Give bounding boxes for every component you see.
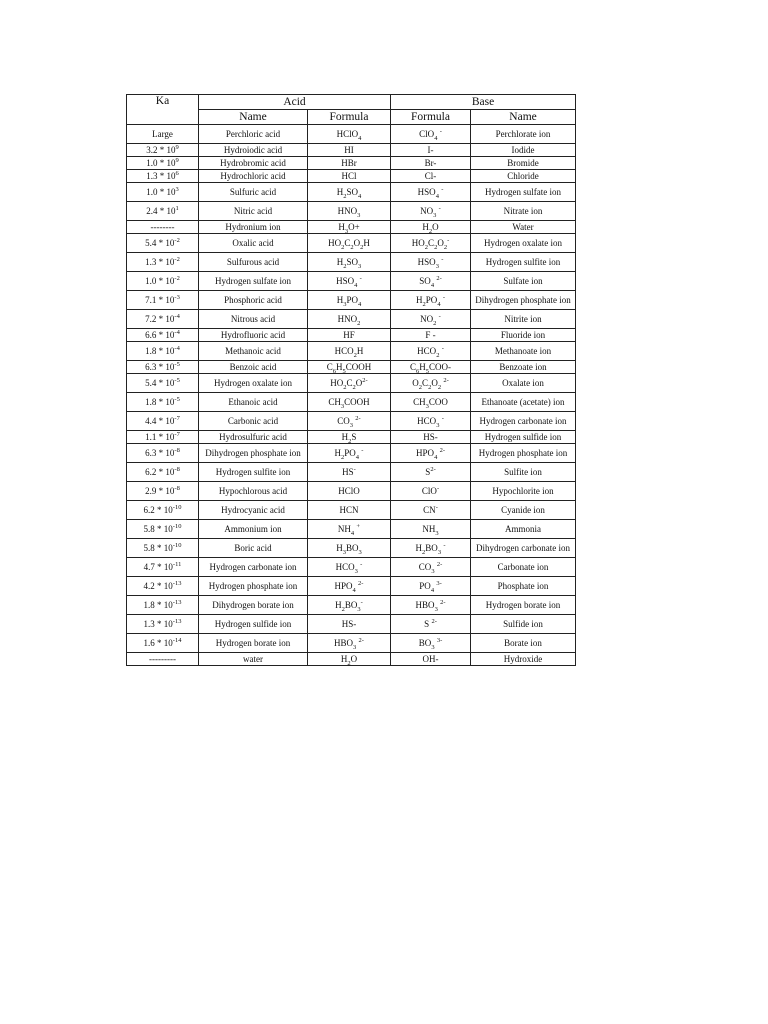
header-ka: Ka bbox=[127, 95, 199, 125]
ka-cell: $2.9 * 10^{-8}$ bbox=[127, 482, 199, 501]
base-formula-cell: F - bbox=[391, 329, 471, 342]
base-name-cell: Water bbox=[471, 221, 576, 234]
base-formula-cell: $NO_3$ - bbox=[391, 202, 471, 221]
acid-formula-cell: $NH_4$ + bbox=[308, 520, 391, 539]
ka-cell: $5.4 * 10^{-5}$ bbox=[127, 374, 199, 393]
base-formula-cell: I- bbox=[391, 144, 471, 157]
acid-formula-cell: $CH_3COOH$ bbox=[308, 393, 391, 412]
base-formula-cell: Br- bbox=[391, 157, 471, 170]
base-formula-cell: $HO_2C_2O_2^-$ bbox=[391, 234, 471, 253]
acid-name-cell: Benzoic acid bbox=[199, 361, 308, 374]
base-name-cell: Ethanoate (acetate) ion bbox=[471, 393, 576, 412]
base-name-cell: Dihydrogen phosphate ion bbox=[471, 291, 576, 310]
acid-name-cell: Carbonic acid bbox=[199, 412, 308, 431]
acid-formula-cell: HClO bbox=[308, 482, 391, 501]
base-formula-cell: $CH_3COO$ bbox=[391, 393, 471, 412]
base-formula-cell: $HBO_3$ $^{2-}$ bbox=[391, 596, 471, 615]
table-row bbox=[127, 234, 576, 253]
base-name-cell: Dihydrogen carbonate ion bbox=[471, 539, 576, 558]
ka-cell: $1.1 * 10^{-7}$ bbox=[127, 431, 199, 444]
acid-formula-cell: $H_2S$ bbox=[308, 431, 391, 444]
table-row bbox=[127, 310, 576, 329]
acid-formula-cell: $HBO_3$ $^{2-}$ bbox=[308, 634, 391, 653]
acid-name-cell: Hydrofluoric acid bbox=[199, 329, 308, 342]
ka-cell: $6.3 * 10^{-5}$ bbox=[127, 361, 199, 374]
table-row bbox=[127, 558, 576, 577]
base-formula-cell: ClO$_4$ - bbox=[391, 125, 471, 144]
ka-cell: $1.3 * 10^6$ bbox=[127, 170, 199, 183]
acid-formula-cell: HCl bbox=[308, 170, 391, 183]
acid-name-cell: Hydrogen borate ion bbox=[199, 634, 308, 653]
base-name-cell: Benzoate ion bbox=[471, 361, 576, 374]
ka-cell: $1.0 * 10^9$ bbox=[127, 157, 199, 170]
table-row bbox=[127, 291, 576, 310]
table-row bbox=[127, 431, 576, 444]
base-formula-cell: $O_2C_2O_2$ $^{2-}$ bbox=[391, 374, 471, 393]
header-base: Base bbox=[391, 95, 576, 110]
acid-name-cell: water bbox=[199, 653, 308, 666]
acid-name-cell: Hydrogen sulfate ion bbox=[199, 272, 308, 291]
base-name-cell: Ammonia bbox=[471, 520, 576, 539]
acid-formula-cell: $HPO_4$ $^{2-}$ bbox=[308, 577, 391, 596]
acid-name-cell: Hydrocyanic acid bbox=[199, 501, 308, 520]
base-formula-cell: $HCO_2$ - bbox=[391, 342, 471, 361]
acid-name-cell: Hydrochloric acid bbox=[199, 170, 308, 183]
base-formula-cell: S $^{2-}$ bbox=[391, 615, 471, 634]
base-name-cell: Fluoride ion bbox=[471, 329, 576, 342]
acid-formula-cell: $H_2PO_4$ - bbox=[308, 444, 391, 463]
base-formula-cell: ClO- bbox=[391, 482, 471, 501]
ka-cell: $6.2 * 10^{-8}$ bbox=[127, 463, 199, 482]
table-row bbox=[127, 183, 576, 202]
table-row bbox=[127, 374, 576, 393]
acid-name-cell: Nitric acid bbox=[199, 202, 308, 221]
acid-name-cell: Hydrogen carbonate ion bbox=[199, 558, 308, 577]
ka-cell: $1.3 * 10^{-2}$ bbox=[127, 253, 199, 272]
ka-cell: --------- bbox=[127, 653, 199, 666]
base-formula-cell: $SO_4$ $^{2-}$ bbox=[391, 272, 471, 291]
header-base-name: Name bbox=[471, 110, 576, 125]
base-formula-cell: $HSO_3$ - bbox=[391, 253, 471, 272]
table-row bbox=[127, 342, 576, 361]
acid-formula-cell: $H_2O$ bbox=[308, 653, 391, 666]
base-name-cell: Borate ion bbox=[471, 634, 576, 653]
base-formula-cell: $NO_2$ - bbox=[391, 310, 471, 329]
ka-cell: $1.0 * 10^3$ bbox=[127, 183, 199, 202]
ka-cell: $4.4 * 10^{-7}$ bbox=[127, 412, 199, 431]
base-formula-cell: CN- bbox=[391, 501, 471, 520]
ka-cell: $1.0 * 10^{-2}$ bbox=[127, 272, 199, 291]
base-formula-cell: $H_2O$ bbox=[391, 221, 471, 234]
ka-cell: $1.8 * 10^{-13}$ bbox=[127, 596, 199, 615]
ka-cell: $1.3 * 10^{-13}$ bbox=[127, 615, 199, 634]
ka-cell: $4.2 * 10^{-13}$ bbox=[127, 577, 199, 596]
header-acid-name: Name bbox=[199, 110, 308, 125]
acid-name-cell: Oxalic acid bbox=[199, 234, 308, 253]
base-formula-cell: Cl- bbox=[391, 170, 471, 183]
ka-cell: $7.2 * 10^{-4}$ bbox=[127, 310, 199, 329]
ka-cell: $5.8 * 10^{-10}$ bbox=[127, 520, 199, 539]
acid-name-cell: Hydrosulfuric acid bbox=[199, 431, 308, 444]
header-acid: Acid bbox=[199, 95, 391, 110]
header-row-top bbox=[127, 95, 576, 110]
base-name-cell: Hydrogen oxalate ion bbox=[471, 234, 576, 253]
base-formula-cell: $NH_3$ bbox=[391, 520, 471, 539]
base-name-cell: Sulfite ion bbox=[471, 463, 576, 482]
table-row bbox=[127, 361, 576, 374]
acid-formula-cell: HI bbox=[308, 144, 391, 157]
acid-formula-cell: $HO_2C_2O_2H$ bbox=[308, 234, 391, 253]
base-name-cell: Hydrogen phosphate ion bbox=[471, 444, 576, 463]
base-formula-cell: $HCO_3$ - bbox=[391, 412, 471, 431]
base-formula-cell: $BO_3$ $^{3-}$ bbox=[391, 634, 471, 653]
ka-cell: $6.6 * 10^{-4}$ bbox=[127, 329, 199, 342]
acid-formula-cell: $HCO_3$ - bbox=[308, 558, 391, 577]
table-row bbox=[127, 520, 576, 539]
acid-formula-cell: HCN bbox=[308, 501, 391, 520]
base-name-cell: Hydrogen sulfide ion bbox=[471, 431, 576, 444]
base-name-cell: Hydrogen borate ion bbox=[471, 596, 576, 615]
acid-name-cell: Perchloric acid bbox=[199, 125, 308, 144]
ka-cell: Large bbox=[127, 125, 199, 144]
base-formula-cell: $HSO_4$ - bbox=[391, 183, 471, 202]
acid-formula-cell: $H_3BO_3$ bbox=[308, 539, 391, 558]
acid-name-cell: Ethanoic acid bbox=[199, 393, 308, 412]
acid-name-cell: Hydrogen sulfide ion bbox=[199, 615, 308, 634]
table-row bbox=[127, 539, 576, 558]
base-formula-cell: $C_6H_5COO-$ bbox=[391, 361, 471, 374]
acid-formula-cell: $H_2SO_3$ bbox=[308, 253, 391, 272]
base-name-cell: Hydrogen carbonate ion bbox=[471, 412, 576, 431]
table-body bbox=[127, 125, 576, 666]
ka-cell: $3.2 * 10^9$ bbox=[127, 144, 199, 157]
ka-table bbox=[126, 94, 576, 666]
base-formula-cell: $PO_4$ $^{3-}$ bbox=[391, 577, 471, 596]
acid-formula-cell: $H_2SO_4$ bbox=[308, 183, 391, 202]
base-name-cell: Hydrogen sulfate ion bbox=[471, 183, 576, 202]
acid-formula-cell: $HNO_3$ bbox=[308, 202, 391, 221]
base-name-cell: Oxalate ion bbox=[471, 374, 576, 393]
acid-formula-cell: $C_6H_5COOH$ bbox=[308, 361, 391, 374]
ka-cell: $5.8 * 10^{-10}$ bbox=[127, 539, 199, 558]
acid-name-cell: Hydrogen sulfite ion bbox=[199, 463, 308, 482]
header-acid-formula: Formula bbox=[308, 110, 391, 125]
base-name-cell: Cyanide ion bbox=[471, 501, 576, 520]
table-row bbox=[127, 596, 576, 615]
acid-formula-cell: HBr bbox=[308, 157, 391, 170]
ka-cell: $5.4 * 10^{-2}$ bbox=[127, 234, 199, 253]
acid-name-cell: Methanoic acid bbox=[199, 342, 308, 361]
acid-formula-cell: HS- bbox=[308, 463, 391, 482]
acid-name-cell: Hydronium ion bbox=[199, 221, 308, 234]
acid-name-cell: Sulfuric acid bbox=[199, 183, 308, 202]
table-row bbox=[127, 615, 576, 634]
acid-name-cell: Boric acid bbox=[199, 539, 308, 558]
acid-formula-cell: HClO$_4$ bbox=[308, 125, 391, 144]
base-formula-cell: $S^{2-}$ bbox=[391, 463, 471, 482]
base-name-cell: Phosphate ion bbox=[471, 577, 576, 596]
acid-formula-cell: $H_3O+$ bbox=[308, 221, 391, 234]
acid-formula-cell: $H_2BO_3^-$ bbox=[308, 596, 391, 615]
ka-cell: $6.3 * 10^{-8}$ bbox=[127, 444, 199, 463]
base-name-cell: Bromide bbox=[471, 157, 576, 170]
base-name-cell: Nitrite ion bbox=[471, 310, 576, 329]
base-formula-cell: $CO_3$ $^{2-}$ bbox=[391, 558, 471, 577]
base-name-cell: Hydrogen sulfite ion bbox=[471, 253, 576, 272]
ka-cell: $1.8 * 10^{-5}$ bbox=[127, 393, 199, 412]
acid-name-cell: Phosphoric acid bbox=[199, 291, 308, 310]
acid-name-cell: Sulfurous acid bbox=[199, 253, 308, 272]
table-row bbox=[127, 125, 576, 144]
ka-cell: $7.1 * 10^{-3}$ bbox=[127, 291, 199, 310]
base-formula-cell: $H_2BO_3$ - bbox=[391, 539, 471, 558]
table-row bbox=[127, 463, 576, 482]
base-name-cell: Sulfate ion bbox=[471, 272, 576, 291]
table-row bbox=[127, 634, 576, 653]
acid-formula-cell: $HCO_2H$ bbox=[308, 342, 391, 361]
base-formula-cell: $H_2PO_4$ - bbox=[391, 291, 471, 310]
table-row bbox=[127, 577, 576, 596]
acid-formula-cell: $H_3PO_4$ bbox=[308, 291, 391, 310]
base-formula-cell: HS- bbox=[391, 431, 471, 444]
table-row bbox=[127, 221, 576, 234]
base-formula-cell: OH- bbox=[391, 653, 471, 666]
table-row bbox=[127, 157, 576, 170]
base-name-cell: Nitrate ion bbox=[471, 202, 576, 221]
table-row bbox=[127, 170, 576, 183]
ka-cell: $4.7 * 10^{-11}$ bbox=[127, 558, 199, 577]
ka-cell: $6.2 * 10^{-10}$ bbox=[127, 501, 199, 520]
table-header bbox=[127, 95, 576, 125]
table-row bbox=[127, 444, 576, 463]
table-row bbox=[127, 202, 576, 221]
acid-name-cell: Ammonium ion bbox=[199, 520, 308, 539]
acid-name-cell: Dihydrogen borate ion bbox=[199, 596, 308, 615]
base-name-cell: Perchlorate ion bbox=[471, 125, 576, 144]
acid-name-cell: Hydrogen phosphate ion bbox=[199, 577, 308, 596]
base-name-cell: Hydroxide bbox=[471, 653, 576, 666]
acid-name-cell: Hydrogen oxalate ion bbox=[199, 374, 308, 393]
acid-formula-cell: HS- bbox=[308, 615, 391, 634]
ka-cell: $2.4 * 10^1$ bbox=[127, 202, 199, 221]
ka-cell: -------- bbox=[127, 221, 199, 234]
ka-cell: $1.8 * 10^{-4}$ bbox=[127, 342, 199, 361]
acid-formula-cell: $HSO_4$ - bbox=[308, 272, 391, 291]
acid-formula-cell: HF bbox=[308, 329, 391, 342]
base-name-cell: Hypochlorite ion bbox=[471, 482, 576, 501]
acid-name-cell: Hypochlorous acid bbox=[199, 482, 308, 501]
acid-name-cell: Nitrous acid bbox=[199, 310, 308, 329]
acid-name-cell: Hydrobromic acid bbox=[199, 157, 308, 170]
table-row bbox=[127, 653, 576, 666]
table-row bbox=[127, 144, 576, 157]
acid-formula-cell: $HO_2C_2O^{2-}$ bbox=[308, 374, 391, 393]
acid-formula-cell: $HNO_2$ bbox=[308, 310, 391, 329]
acid-name-cell: Dihydrogen phosphate ion bbox=[199, 444, 308, 463]
base-formula-cell: $HPO_4$ $^{2-}$ bbox=[391, 444, 471, 463]
base-name-cell: Iodide bbox=[471, 144, 576, 157]
ka-cell: $1.6 * 10^{-14}$ bbox=[127, 634, 199, 653]
header-base-formula: Formula bbox=[391, 110, 471, 125]
base-name-cell: Carbonate ion bbox=[471, 558, 576, 577]
acid-name-cell: Hydroiodic acid bbox=[199, 144, 308, 157]
base-name-cell: Chloride bbox=[471, 170, 576, 183]
table-row bbox=[127, 501, 576, 520]
table-row bbox=[127, 412, 576, 431]
table-row bbox=[127, 272, 576, 291]
base-name-cell: Sulfide ion bbox=[471, 615, 576, 634]
table-row bbox=[127, 329, 576, 342]
table-row bbox=[127, 482, 576, 501]
table-row bbox=[127, 393, 576, 412]
table-row bbox=[127, 253, 576, 272]
acid-formula-cell: $CO_3$ $^{2-}$ bbox=[308, 412, 391, 431]
base-name-cell: Methanoate ion bbox=[471, 342, 576, 361]
